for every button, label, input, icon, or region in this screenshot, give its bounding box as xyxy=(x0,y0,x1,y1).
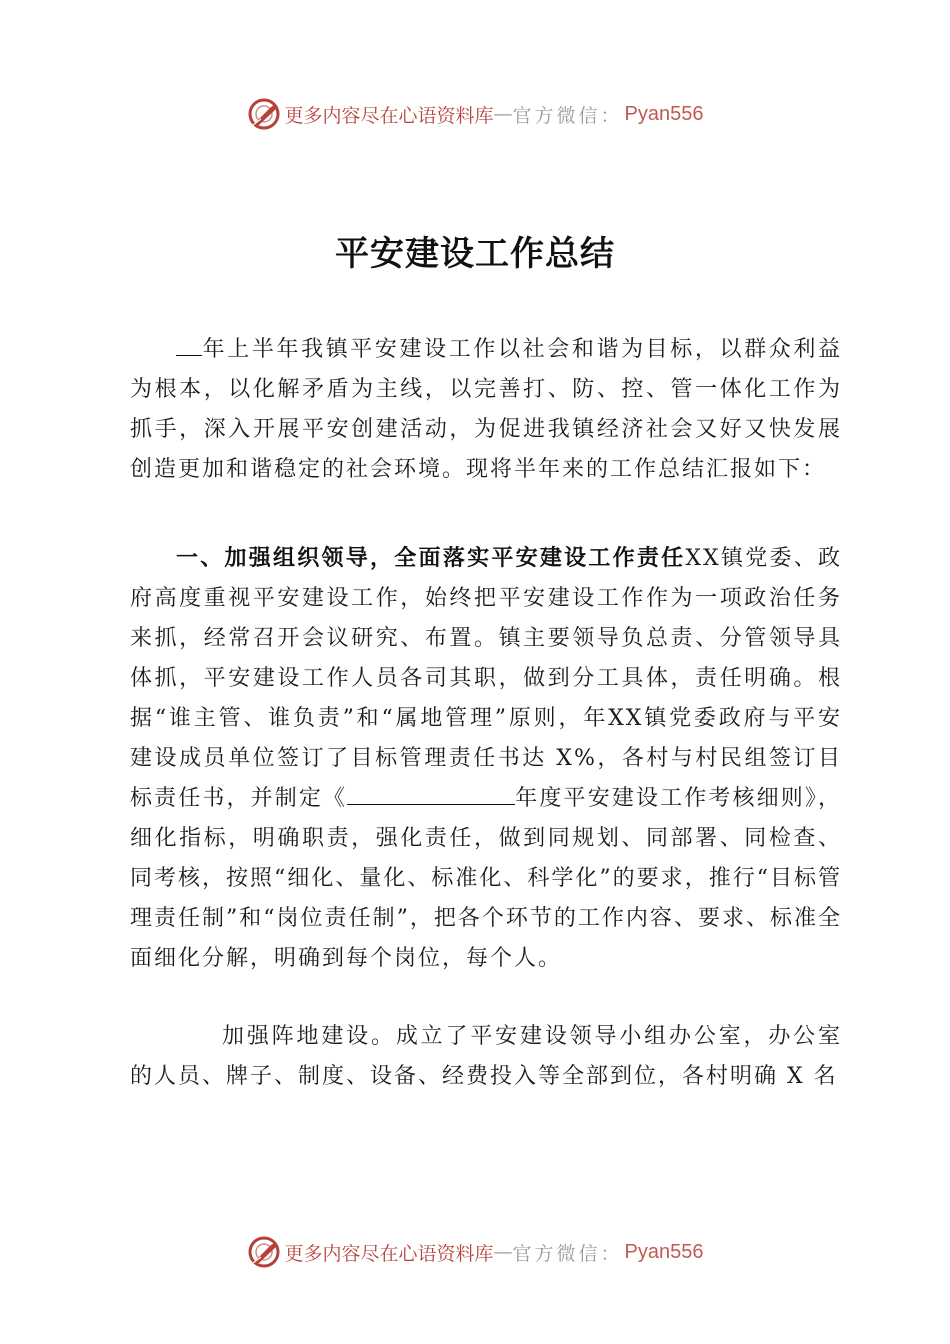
section1-text-part1: XX镇党委、政府高度重视平安建设工作，始终把平安建设工作作为一项政治任务来抓，经常召开会议研究、布置。镇主要领导负总责、分管领导具体抓，平安建设工作人员各司其职，做到分工具体，责任明确。根据“谁主管、谁负责”和“属地管理”原则，年XX镇党委政府与平安建设成员单位签订了目标管理责任书达 X%，各村与村民组签订目标责任书，并制定《 xyxy=(130,546,842,811)
watermark-wechat-id: Pyan556 xyxy=(624,1240,704,1263)
watermark-separator: — xyxy=(493,103,513,125)
quill-logo-icon xyxy=(247,1235,281,1269)
watermark-brand-text: 更多内容尽在心语资料库 xyxy=(284,104,494,127)
section1-heading: 一、加强组织领导，全面落实平安建设工作责任 xyxy=(176,546,686,571)
intro-text: 年上半年我镇平安建设工作以社会和谐为目标，以群众利益为根本，以化解矛盾为主线，以完善打、防、控、管一体化工作为抓手，深入开展平安创建活动，为促进我镇经济社会又好又快发展创造更加和谐稳定的社会环境。现将半年来的工作总结汇报如下： xyxy=(130,337,842,482)
watermark-label: 官方微信： xyxy=(512,1242,623,1265)
section1-text-part2: 年度平安建设工作考核细则》，细化指标，明确职责，强化责任，做到同规划、同部署、同检查、同考核，按照“细化、量化、标准化、科学化”的要求，推行“目标管理责任制”和“岗位责任制”，把各个环节的工作内容、要求、标准全面细化分解，明确到每个岗位，每个人。 xyxy=(130,786,842,971)
fill-in-blank xyxy=(176,333,202,356)
intro-paragraph xyxy=(130,330,842,490)
watermark-wechat-id: Pyan556 xyxy=(624,102,704,125)
para3-text: 加强阵地建设。成立了平安建设领导小组办公室，办公室的人员、牌子、制度、设备、经费投入等全部到位，各村明确 X 名 xyxy=(130,1024,842,1089)
section1-paragraph xyxy=(130,539,842,979)
document-title: 平安建设工作总结 xyxy=(335,234,615,274)
footer-watermark xyxy=(0,1232,950,1272)
fill-in-blank xyxy=(347,782,515,805)
position-building-paragraph xyxy=(130,1017,842,1097)
watermark-separator: — xyxy=(493,1241,513,1263)
watermark-label: 官方微信： xyxy=(512,104,623,127)
header-watermark xyxy=(0,94,950,134)
watermark-brand-text: 更多内容尽在心语资料库 xyxy=(284,1242,494,1265)
quill-logo-icon xyxy=(247,97,281,131)
